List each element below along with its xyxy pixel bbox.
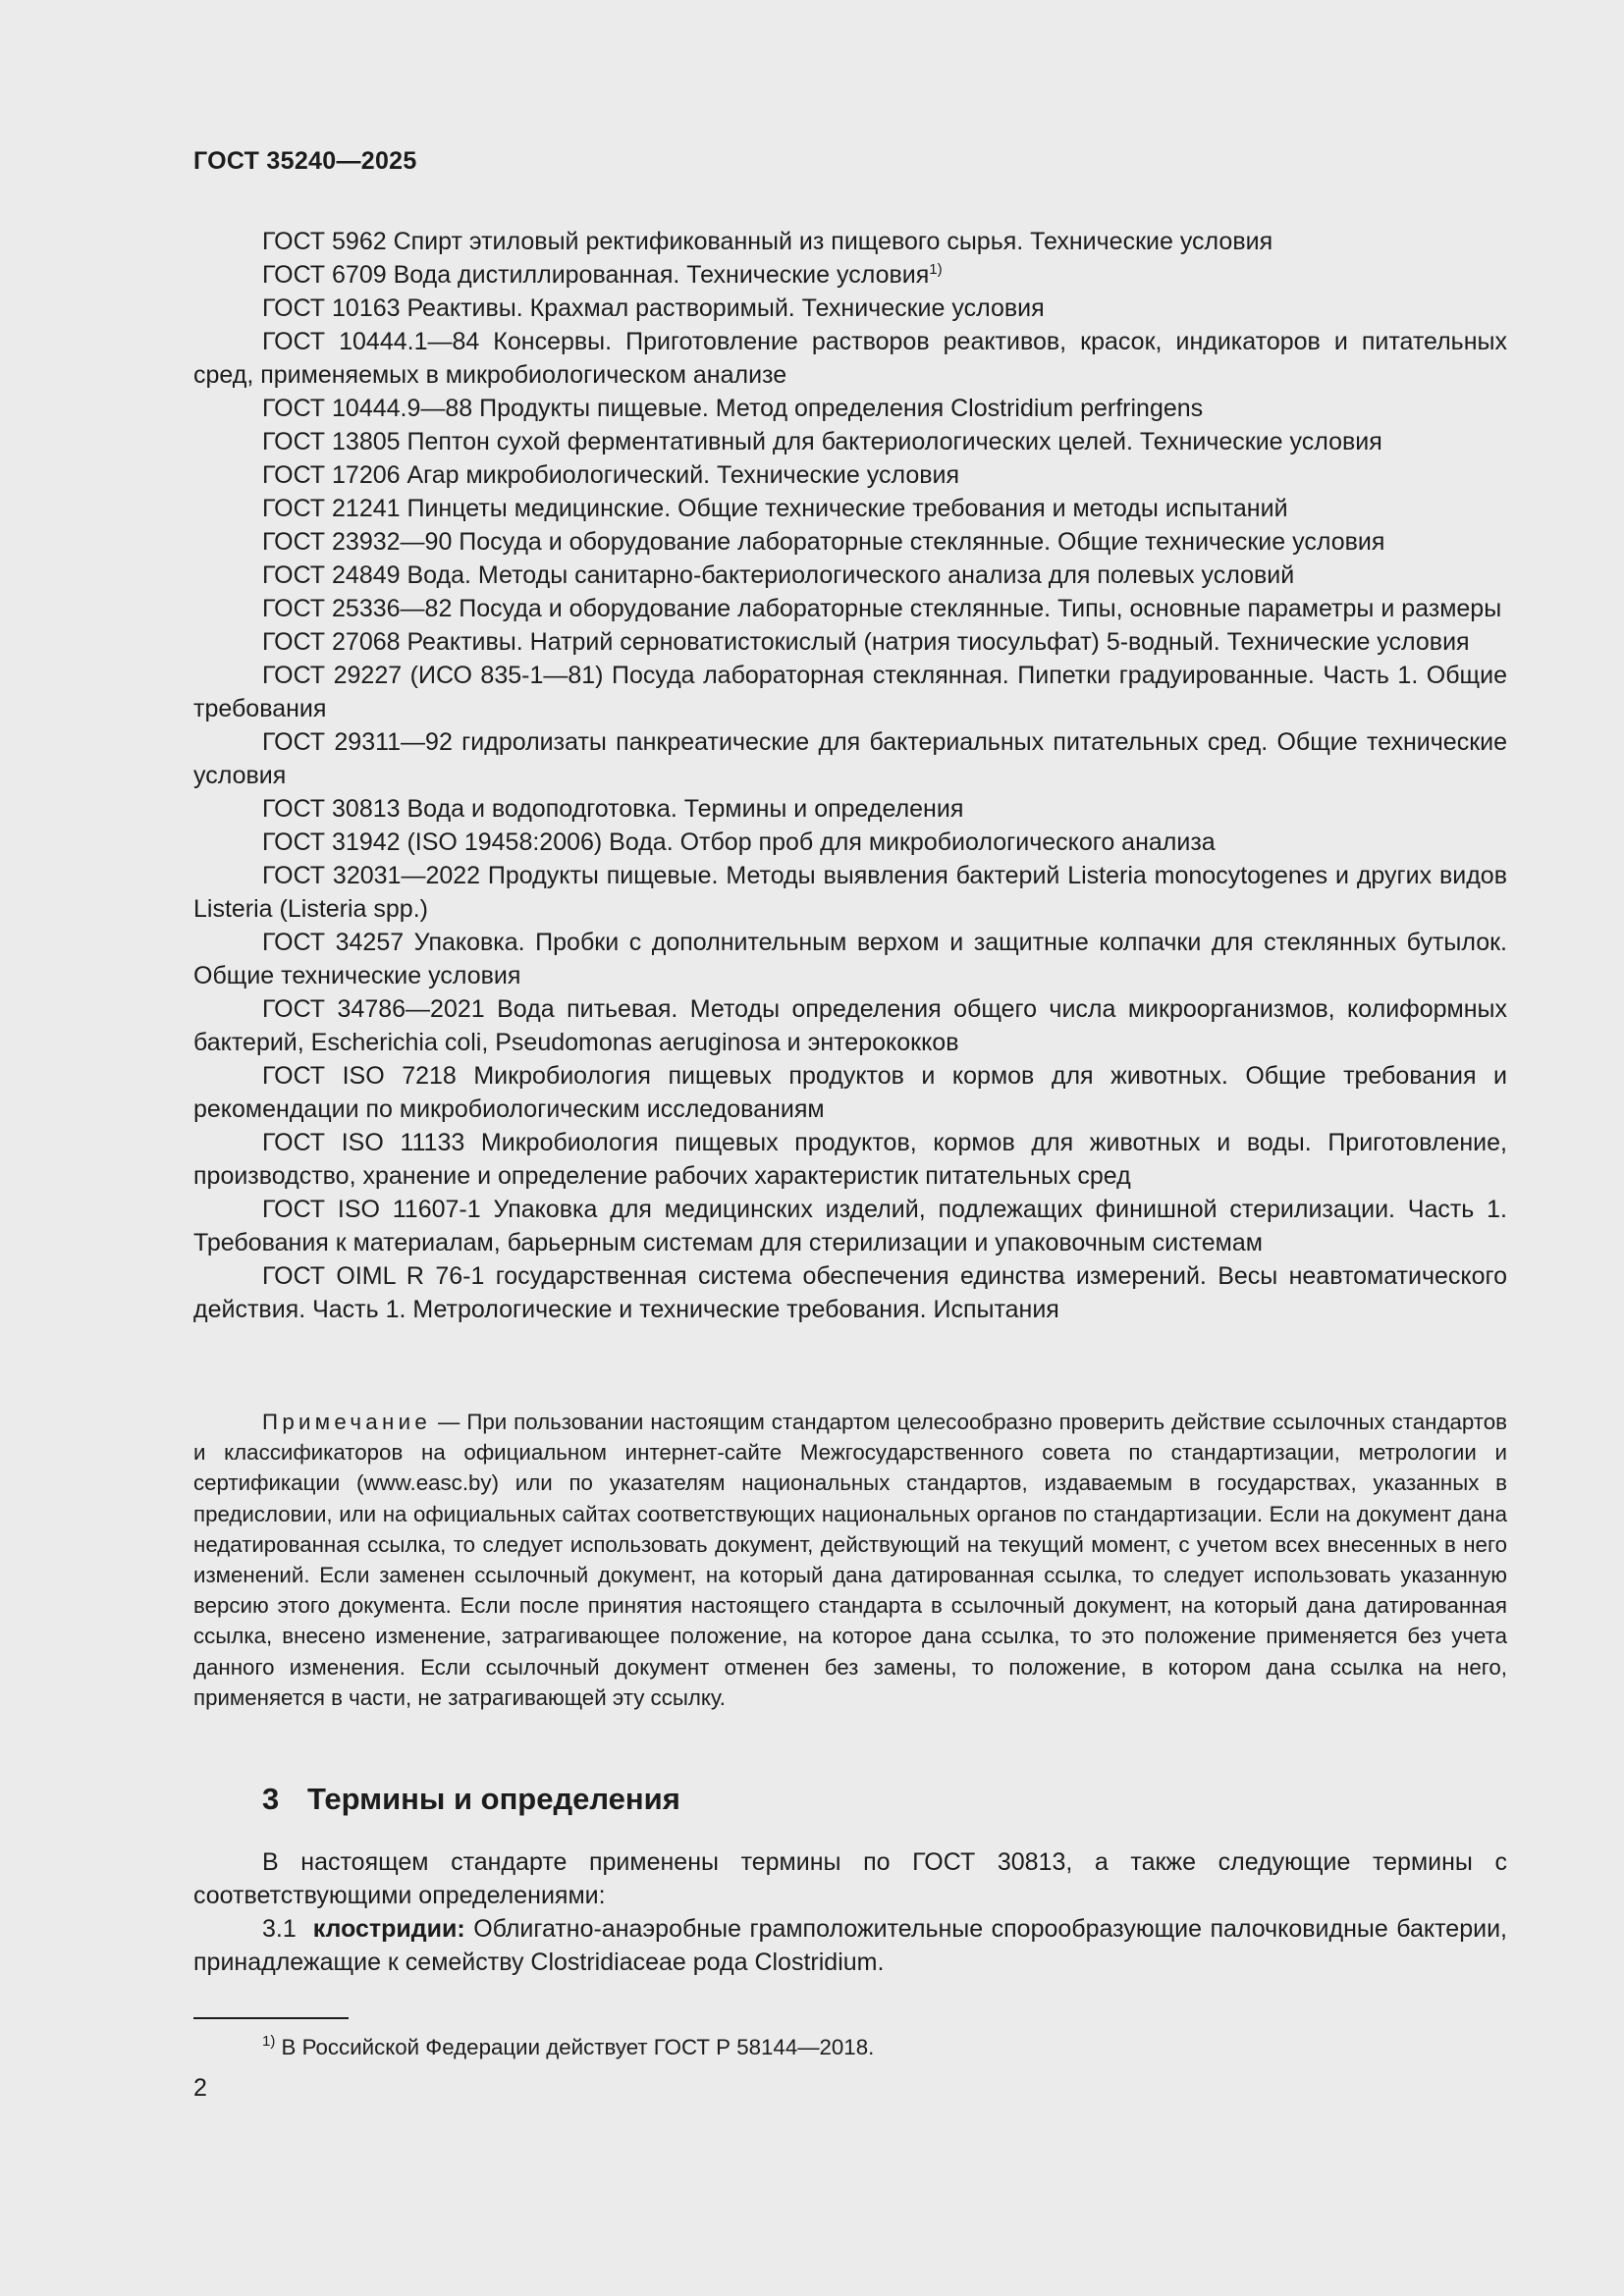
page-number: 2 [193, 2074, 207, 2102]
reference-item: ГОСТ 13805 Пептон сухой ферментативный для бактериологических целей. Технические условия [262, 428, 1382, 455]
footnote [193, 2032, 1507, 2062]
section-title-text: Термины и определения [307, 1782, 680, 1816]
reference-item: ГОСТ 17206 Агар микробиологический. Технические условия [262, 461, 960, 489]
reference-item: ГОСТ 32031—2022 Продукты пищевые. Методы выявления бактерий Listeria monocytogenes и других видов Listeria (Listeria spp.) [193, 862, 1507, 923]
reference-item: ГОСТ 29227 (ИСО 835-1—81) Посуда лабораторная стеклянная. Пипетки градуированные. Часть 1. Общие требования [193, 662, 1507, 722]
section-heading [262, 1782, 680, 1817]
reference-item: ГОСТ 10444.1—84 Консервы. Приготовление растворов реактивов, красок, индикаторов и питательных сред, применяемых в микробиологическом анализе [193, 328, 1507, 389]
footnote-text: В Российской Федерации действует ГОСТ Р 58144—2018. [275, 2035, 875, 2059]
note-label: Примечание [262, 1410, 432, 1434]
reference-item: ГОСТ 10444.9—88 Продукты пищевые. Метод определения Clostridium perfringens [262, 395, 1204, 422]
term-definition-text: Облигатно-анаэробные грамположительные спорообразующие палочковидные бактерии, принадлежащие к семейству Clostridiaceae рода Clostridium. [193, 1915, 1507, 1976]
reference-item: ГОСТ 29311—92 гидролизаты панкреатические для бактериальных питательных сред. Общие технические условия [193, 728, 1507, 789]
reference-item: ГОСТ 21241 Пинцеты медицинские. Общие технические требования и методы испытаний [262, 495, 1288, 522]
section-number: 3 [262, 1782, 280, 1816]
footnote-mark[interactable]: 1) [929, 261, 943, 278]
footnote-separator [193, 2017, 349, 2019]
section-intro: В настоящем стандарте применены термины по ГОСТ 30813, а также следующие термины с соответствующими определениями: [193, 1848, 1507, 1909]
footnote-mark: 1) [262, 2033, 276, 2050]
reference-item: ГОСТ 30813 Вода и водоподготовка. Термины и определения [262, 795, 964, 823]
reference-item: ГОСТ 10163 Реактивы. Крахмал растворимый. Технические условия [262, 294, 1045, 322]
reference-item: ГОСТ OIML R 76-1 государственная система обеспечения единства измерений. Весы неавтоматического действия. Часть 1. Метрологические и технические требования. Испытания [193, 1262, 1507, 1323]
reference-item: ГОСТ 25336—82 Посуда и оборудование лабораторные стеклянные. Типы, основные параметры и размеры [262, 595, 1502, 622]
reference-item: ГОСТ ISO 11607-1 Упаковка для медицинских изделий, подлежащих финишной стерилизации. Часть 1. Требования к материалам, барьерным системам для стерилизации и упаковочным системам [193, 1196, 1507, 1256]
document-header-code: ГОСТ 35240—2025 [193, 147, 417, 175]
note-text: — При пользовании настоящим стандартом целесообразно проверить действие ссылочных стандартов и классификаторов на официальном интернет-сайте Межгосударственного совета по стандартизации, метрологии и сертификации (www.easc.by) или по указателям национальных стандартов, издаваемым в государствах, указанных в предисловии, или на официальных сайтах соответствующих национальных органов по стандартизации. Если на документ дана недатированная ссылка, то следует использовать документ, действующий на текущий момент, с учетом всех внесенных в него изменений. Если заменен ссылочный документ, на который дана датированная ссылка, то следует использовать указанную версию этого документа. Если после принятия настоящего стандарта в ссылочный документ, на который дана датированная ссылка, внесено изменение, затрагивающее положение, на которое дана ссылка, то это положение применяется без учета данного изменения. Если ссылочный документ отменен без замены, то положение, в котором дана ссылка на него, применяется в части, не затрагивающей эту ссылку. [193, 1410, 1507, 1710]
term-name: клостридии: [312, 1915, 465, 1943]
normative-references-list [193, 225, 1507, 1326]
reference-item: ГОСТ 34257 Упаковка. Пробки с дополнительным верхом и защитные колпачки для стеклянных бутылок. Общие технические условия [193, 929, 1507, 989]
reference-item: ГОСТ ISO 7218 Микробиология пищевых продуктов и кормов для животных. Общие требования и рекомендации по микробиологическим исследованиям [193, 1062, 1507, 1123]
term-definition [193, 1912, 1507, 1979]
reference-item: ГОСТ 5962 Спирт этиловый ректификованный из пищевого сырья. Технические условия [262, 228, 1273, 255]
term-number: 3.1 [262, 1915, 297, 1943]
reference-item: ГОСТ ISO 11133 Микробиология пищевых продуктов, кормов для животных и воды. Приготовление, производство, хранение и определение рабочих характеристик питательных сред [193, 1129, 1507, 1190]
reference-item: ГОСТ 31942 (ISO 19458:2006) Вода. Отбор проб для микробиологического анализа [262, 828, 1216, 856]
reference-item: ГОСТ 27068 Реактивы. Натрий серноватистокислый (натрия тиосульфат) 5-водный. Технические условия [262, 628, 1470, 656]
reference-item: ГОСТ 6709 Вода дистиллированная. Технические условия$^{1)}$ [262, 261, 943, 289]
reference-item: ГОСТ 34786—2021 Вода питьевая. Методы определения общего числа микроорганизмов, колиформных бактерий, Escherichia coli, Pseudomonas aeruginosa и энтерококков [193, 995, 1507, 1056]
reference-item: ГОСТ 23932—90 Посуда и оборудование лабораторные стеклянные. Общие технические условия [262, 528, 1385, 556]
reference-item: ГОСТ 24849 Вода. Методы санитарно-бактериологического анализа для полевых условий [262, 561, 1295, 589]
references-note [193, 1407, 1507, 1713]
